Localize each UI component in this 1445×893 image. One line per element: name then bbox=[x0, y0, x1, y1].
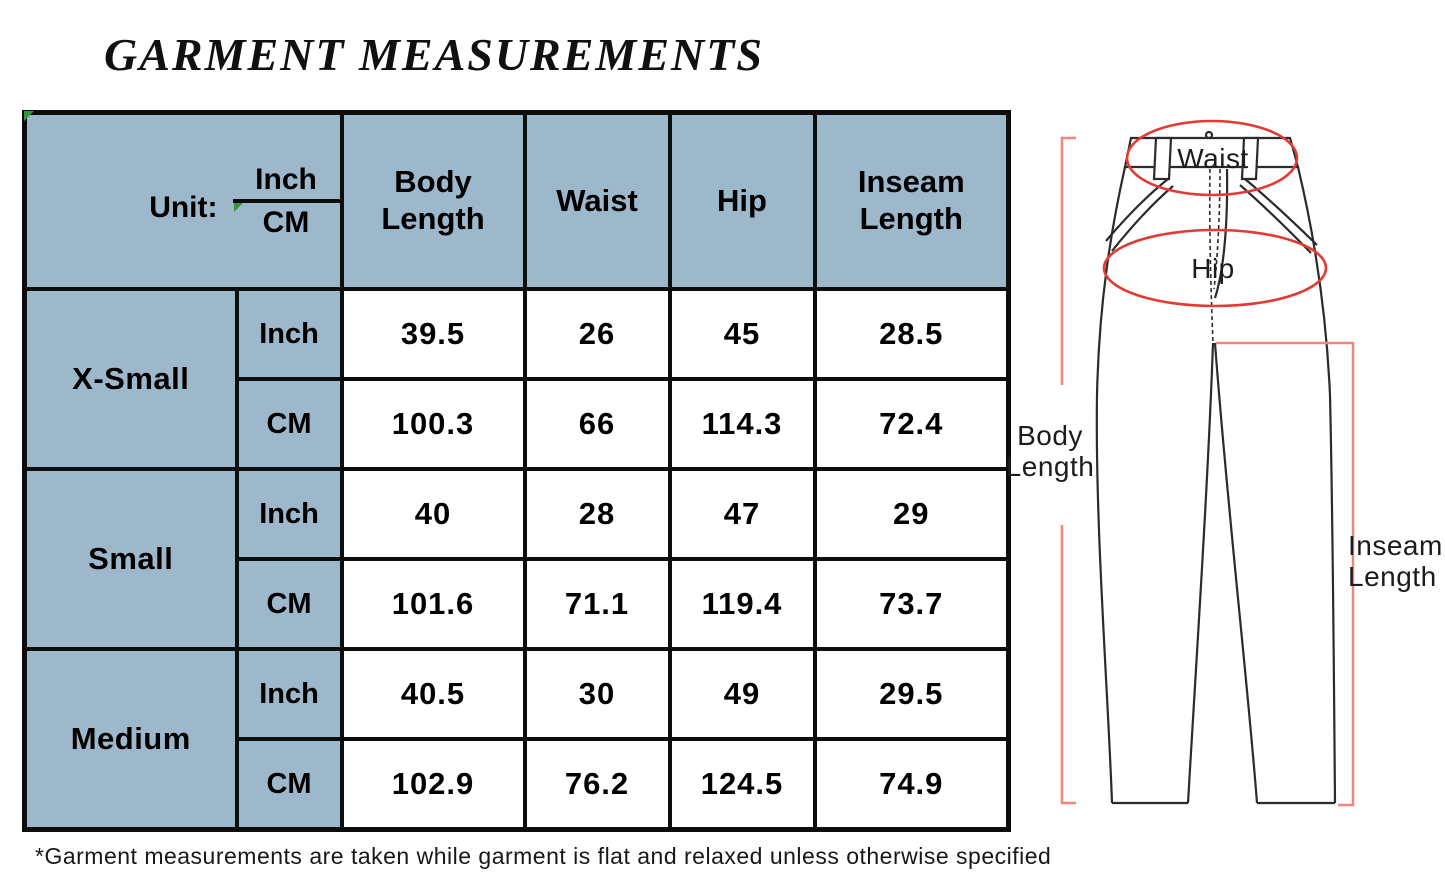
cell-value: 66 bbox=[525, 379, 670, 469]
cell-value: 124.5 bbox=[670, 739, 815, 830]
pants-outline bbox=[1097, 132, 1335, 803]
cell-value: 30 bbox=[525, 649, 670, 739]
unit-row-label: CM bbox=[237, 559, 342, 649]
unit-row-label: Inch bbox=[237, 469, 342, 559]
inseam-length-label: Inseam Length bbox=[1348, 530, 1443, 593]
table-row bbox=[25, 649, 1009, 739]
cell-value: 101.6 bbox=[342, 559, 525, 649]
cell-value: 72.4 bbox=[815, 379, 1009, 469]
cell-value: 76.2 bbox=[525, 739, 670, 830]
unit-row-label: CM bbox=[237, 379, 342, 469]
cell-value: 26 bbox=[525, 289, 670, 379]
column-header-hip: Hip bbox=[670, 113, 815, 290]
cell-value: 29.5 bbox=[815, 649, 1009, 739]
cell-value: 40 bbox=[342, 469, 525, 559]
column-header-waist: Waist bbox=[525, 113, 670, 290]
table-row bbox=[25, 289, 1009, 379]
green-arrow-marker bbox=[234, 203, 243, 212]
cell-value: 39.5 bbox=[342, 289, 525, 379]
cell-value: 119.4 bbox=[670, 559, 815, 649]
waist-label: Waist bbox=[1177, 143, 1249, 174]
green-corner-marker bbox=[24, 111, 34, 121]
cell-value: 114.3 bbox=[670, 379, 815, 469]
cell-value: 28.5 bbox=[815, 289, 1009, 379]
unit-inch-label: Inch bbox=[255, 163, 317, 196]
unit-row-label: Inch bbox=[237, 289, 342, 379]
unit-row-label: CM bbox=[237, 739, 342, 830]
table-row bbox=[25, 469, 1009, 559]
unit-label: Unit: bbox=[149, 191, 218, 224]
cell-value: 40.5 bbox=[342, 649, 525, 739]
unit-header-cell bbox=[25, 113, 342, 290]
cell-value: 29 bbox=[815, 469, 1009, 559]
unit-cm-label: CM bbox=[262, 206, 310, 239]
body-length-bracket-top bbox=[1062, 138, 1076, 385]
cell-value: 28 bbox=[525, 469, 670, 559]
size-label-xsmall: X-Small bbox=[25, 289, 237, 469]
column-header-body-length: Body Length bbox=[342, 113, 525, 290]
cell-value: 71.1 bbox=[525, 559, 670, 649]
size-label-small: Small bbox=[25, 469, 237, 649]
cell-value: 45 bbox=[670, 289, 815, 379]
measurements-table bbox=[22, 110, 1011, 832]
cell-value: 100.3 bbox=[342, 379, 525, 469]
footnote: *Garment measurements are taken while garment is flat and relaxed unless otherwise specified bbox=[35, 843, 1052, 869]
cell-value: 73.7 bbox=[815, 559, 1009, 649]
column-header-inseam-length: Inseam Length bbox=[815, 113, 1009, 290]
cell-value: 47 bbox=[670, 469, 815, 559]
cell-value: 74.9 bbox=[815, 739, 1009, 830]
unit-fraction bbox=[233, 163, 340, 239]
page-title: GARMENT MEASUREMENTS bbox=[104, 29, 764, 80]
body-length-bracket-bottom bbox=[1062, 525, 1076, 803]
fraction-bar bbox=[233, 199, 340, 203]
unit-row-label: Inch bbox=[237, 649, 342, 739]
size-label-medium: Medium bbox=[25, 649, 237, 830]
body-length-label: Body Length bbox=[1005, 420, 1095, 483]
hip-label: Hip bbox=[1191, 253, 1235, 284]
cell-value: 102.9 bbox=[342, 739, 525, 830]
cell-value: 49 bbox=[670, 649, 815, 739]
